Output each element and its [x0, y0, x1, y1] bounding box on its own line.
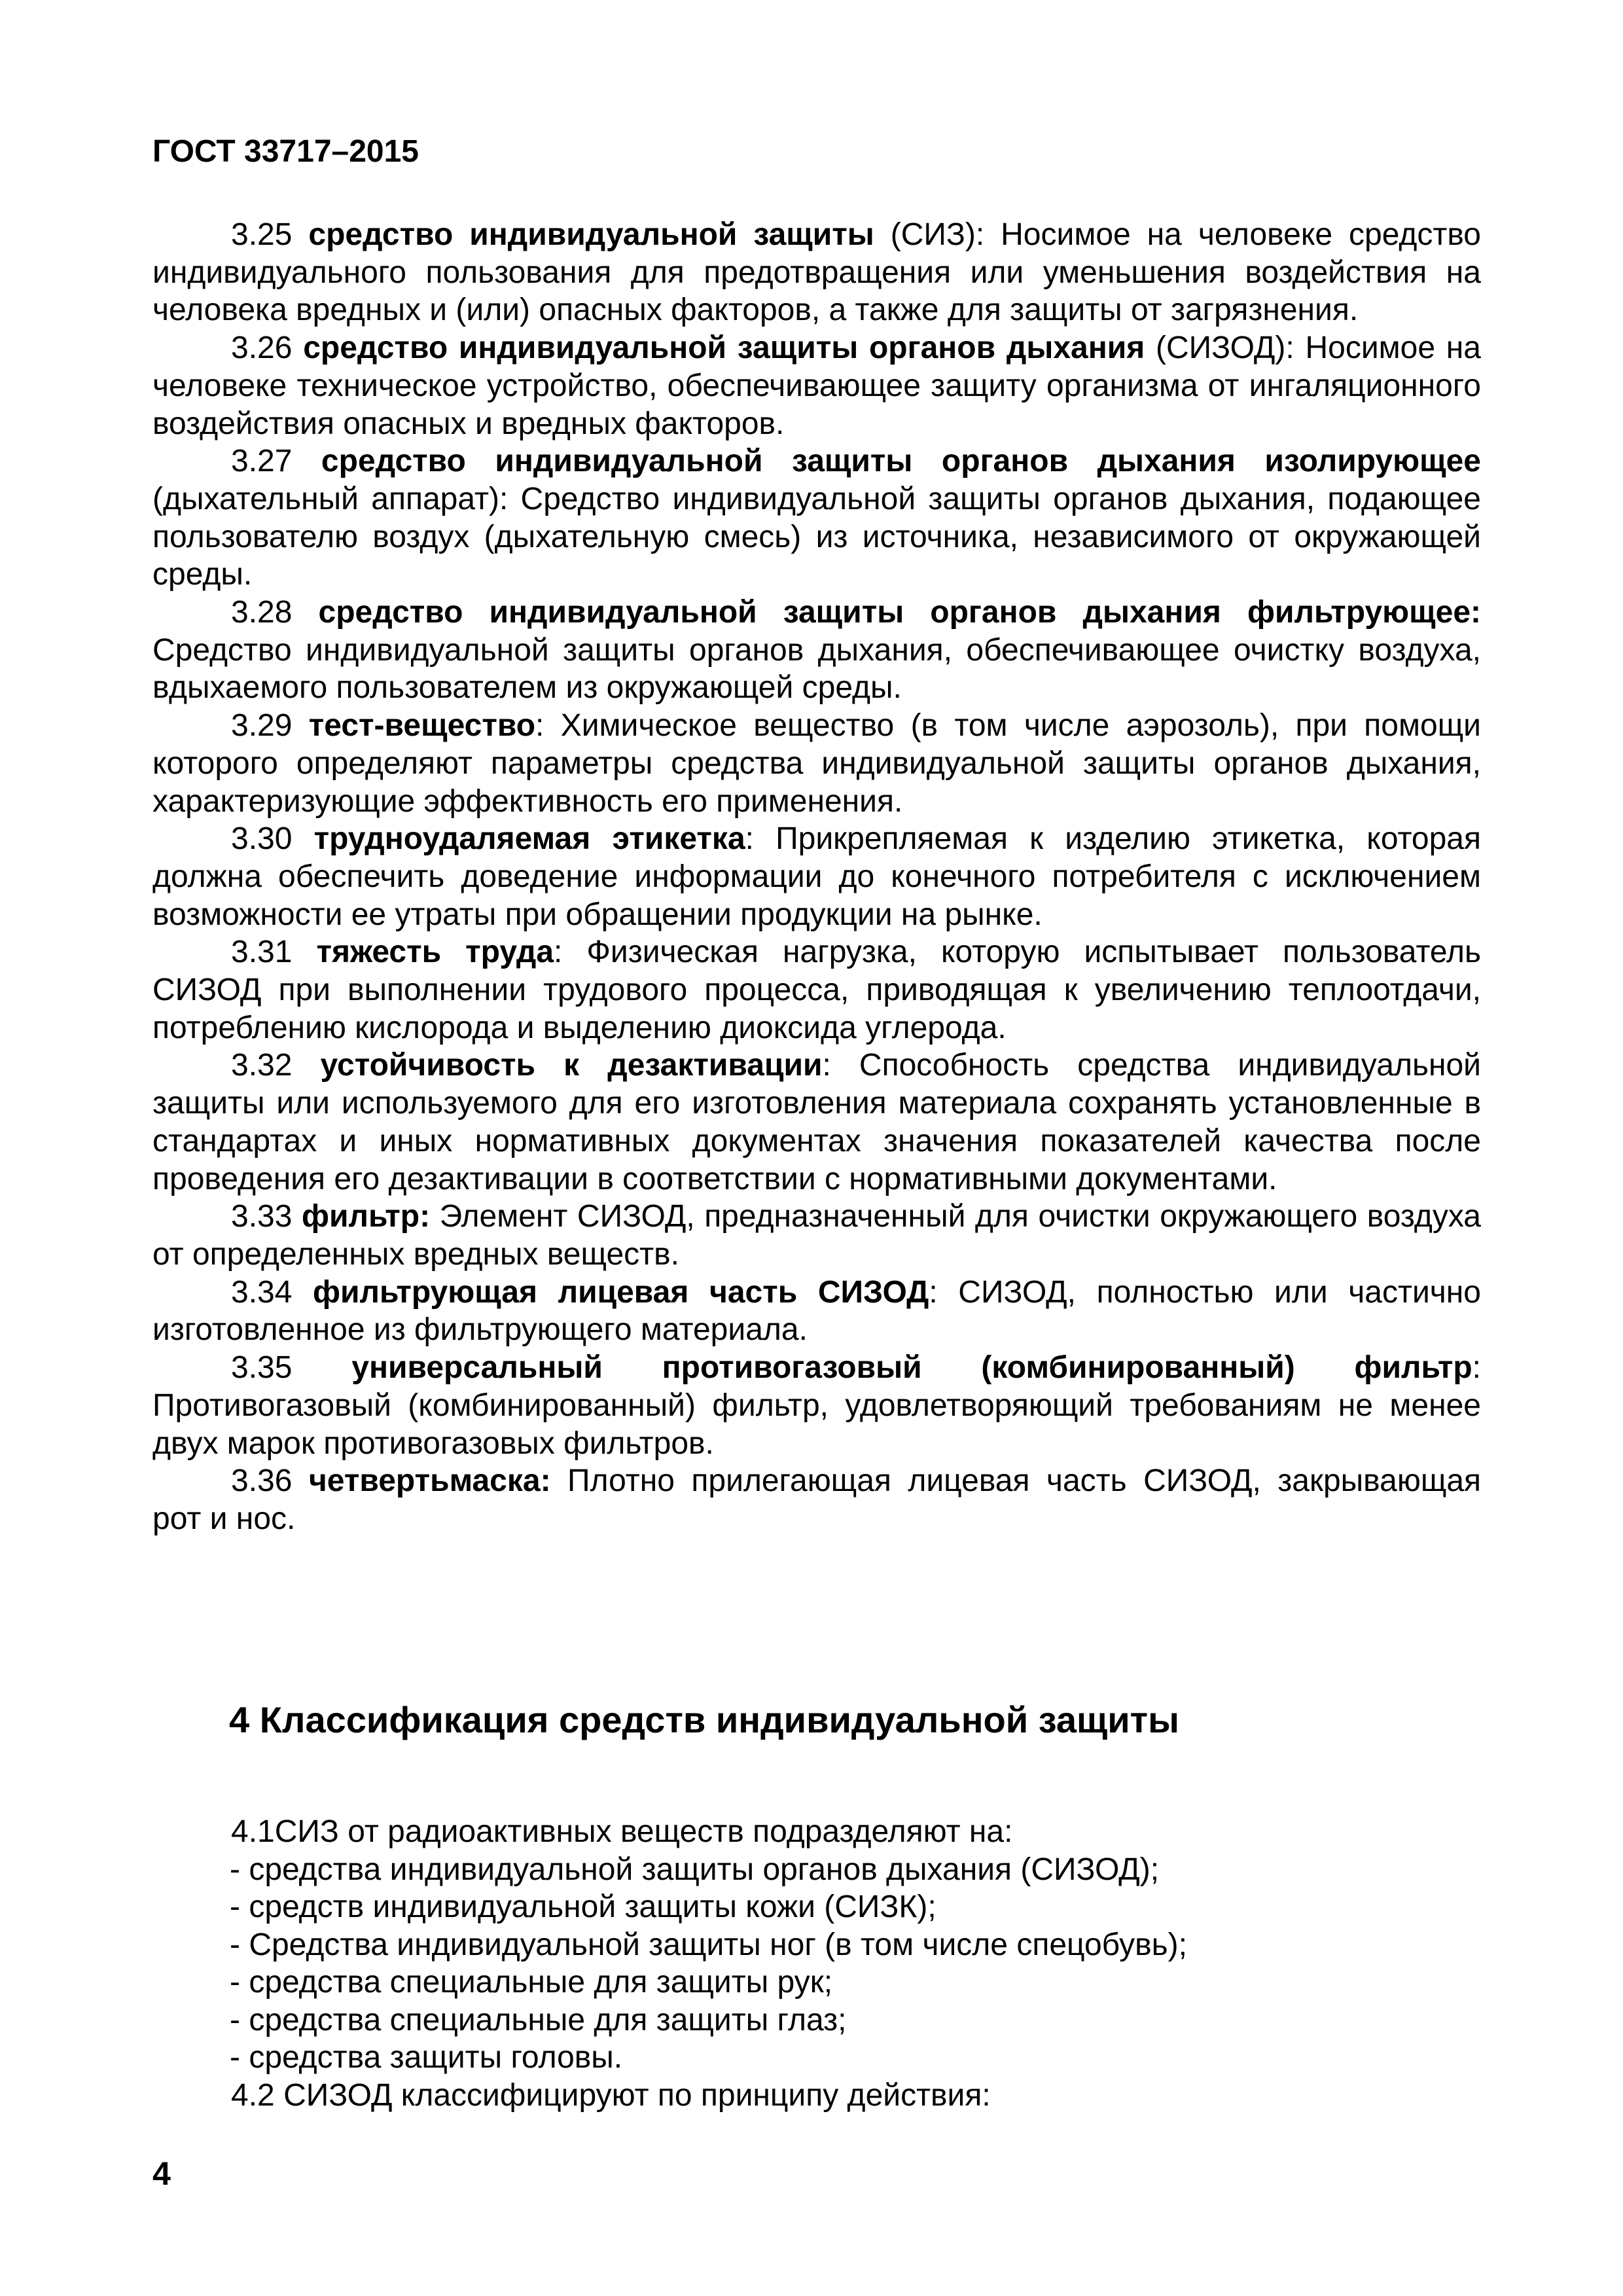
definition-3-34: [152, 1274, 1481, 1349]
definition-number: 3.31: [231, 935, 293, 970]
definition-text: (дыхательный аппарат): Средство индивидуальной защиты органов дыхания, подающее пользователю воздух (дыхательную смесь) из источника, независимого от окружающей среды.: [152, 481, 1481, 592]
definition-number: 3.29: [231, 708, 293, 744]
list-item: - Средства индивидуальной защиты ног (в том числе спецобувь);: [230, 1927, 1187, 1962]
paragraph-4-1: 4.1СИЗ от радиоактивных веществ подразделяют на:: [231, 1814, 1013, 1849]
definition-term: устойчивость к дезактивации: [320, 1048, 823, 1083]
definition-3-28: [152, 594, 1481, 707]
definition-number: 3.26: [231, 331, 293, 366]
definition-term: средство индивидуальной защиты органов дыхания: [303, 331, 1145, 366]
definition-text: Средство индивидуальной защиты органов дыхания, обеспечивающее очистку воздуха, вдыхаемого пользователем из окружающей среды.: [152, 632, 1481, 706]
definition-term: тяжесть труда: [316, 935, 554, 970]
definition-term: фильтрующая лицевая часть СИЗОД: [313, 1274, 929, 1310]
definition-term: четвертьмаска:: [308, 1463, 551, 1499]
page-number: 4: [152, 2155, 171, 2192]
definition-term: средство индивидуальной защиты: [308, 217, 874, 252]
list-item: - средств индивидуальной защиты кожи (СИЗК);: [230, 1890, 936, 1924]
definition-number: 3.34: [231, 1274, 293, 1310]
definition-number: 3.33: [231, 1199, 293, 1234]
classification-block: [152, 1813, 1481, 2114]
definition-text: : Противогазовый (комбинированный) фильтр, удовлетворяющий требованиям не менее двух марок противогазовых фильтров.: [152, 1350, 1481, 1461]
definition-3-25: [152, 216, 1481, 329]
definition-3-32: [152, 1047, 1481, 1198]
definition-term: средство индивидуальной защиты органов дыхания изолирующее: [321, 444, 1481, 479]
list-item: - средства специальные для защиты рук;: [230, 1965, 833, 2000]
definition-number: 3.35: [231, 1350, 293, 1386]
definition-number: 3.25: [231, 217, 293, 252]
definition-number: 3.30: [231, 821, 293, 857]
paragraph-4-2: 4.2 СИЗОД классифицируют по принципу действия:: [231, 2077, 991, 2113]
definition-text: : Прикрепляемая к изделию этикетка, которая должна обеспечить доведение информации до конечного потребителя с исключением возможности ее утраты при обращении продукции на рынке.: [152, 821, 1481, 932]
definition-3-30: [152, 820, 1481, 933]
definitions-list: [152, 216, 1481, 1538]
definition-number: 3.27: [231, 444, 293, 479]
definition-3-27: [152, 442, 1481, 594]
definition-text: : Физическая нагрузка, которую испытывает пользователь СИЗОД при выполнении трудового процесса, приводящая к увеличению теплоотдачи, потреблению кислорода и выделению диоксида углерода.: [152, 935, 1481, 1045]
list-item: - средства защиты головы.: [230, 2040, 623, 2075]
definition-text: (СИЗ): Носимое на человеке средство индивидуального пользования для предотвращения или уменьшения воздействия на человека вредных и (или) опасных факторов, а также для защиты от загрязнения.: [152, 217, 1481, 328]
section-heading: 4 Классификация средств индивидуальной защиты: [229, 1699, 1179, 1740]
definition-3-33: [152, 1198, 1481, 1273]
definition-text: : Способность средства индивидуальной защиты или используемого для его изготовления материала сохранять установленные в стандартах и иных нормативных документах значения показателей качества после проведения его дезактивации в соответствии с нормативными документами.: [152, 1048, 1481, 1196]
definition-term: средство индивидуальной защиты органов дыхания фильтрующее:: [318, 595, 1481, 630]
definition-number: 3.32: [231, 1048, 293, 1083]
list-item: - средства индивидуальной защиты органов дыхания (СИЗОД);: [230, 1852, 1160, 1887]
definition-3-31: [152, 933, 1481, 1047]
definition-3-26: [152, 329, 1481, 442]
document-code: ГОСТ 33717–2015: [152, 134, 419, 169]
definition-text: Элемент СИЗОД, предназначенный для очистки окружающего воздуха от определенных вредных веществ.: [152, 1199, 1481, 1272]
definition-term: фильтр:: [301, 1199, 431, 1234]
list-item: - средства специальные для защиты глаз;: [230, 2002, 847, 2037]
definition-term: трудноудаляемая этикетка: [313, 821, 745, 857]
definition-number: 3.36: [231, 1463, 293, 1499]
definition-text: : СИЗОД, полностью или частично изготовленное из фильтрующего материала.: [152, 1274, 1481, 1348]
definition-text: : Химическое вещество (в том числе аэрозоль), при помощи которого определяют параметры средства индивидуальной защиты органов дыхания, характеризующие эффективность его применения.: [152, 708, 1481, 819]
definition-number: 3.28: [231, 595, 293, 630]
definition-3-36: [152, 1462, 1481, 1537]
definition-term: универсальный противогазовый (комбинированный) фильтр: [351, 1350, 1472, 1386]
definition-3-35: [152, 1349, 1481, 1462]
definition-text: Плотно прилегающая лицевая часть СИЗОД, закрывающая рот и нос.: [152, 1463, 1482, 1536]
definition-3-29: [152, 707, 1481, 820]
definition-text: (СИЗОД): Носимое на человеке техническое устройство, обеспечивающее защиту организма от ингаляционного воздействия опасных и вредных факторов.: [152, 331, 1481, 441]
definition-term: тест-вещество: [308, 708, 536, 744]
